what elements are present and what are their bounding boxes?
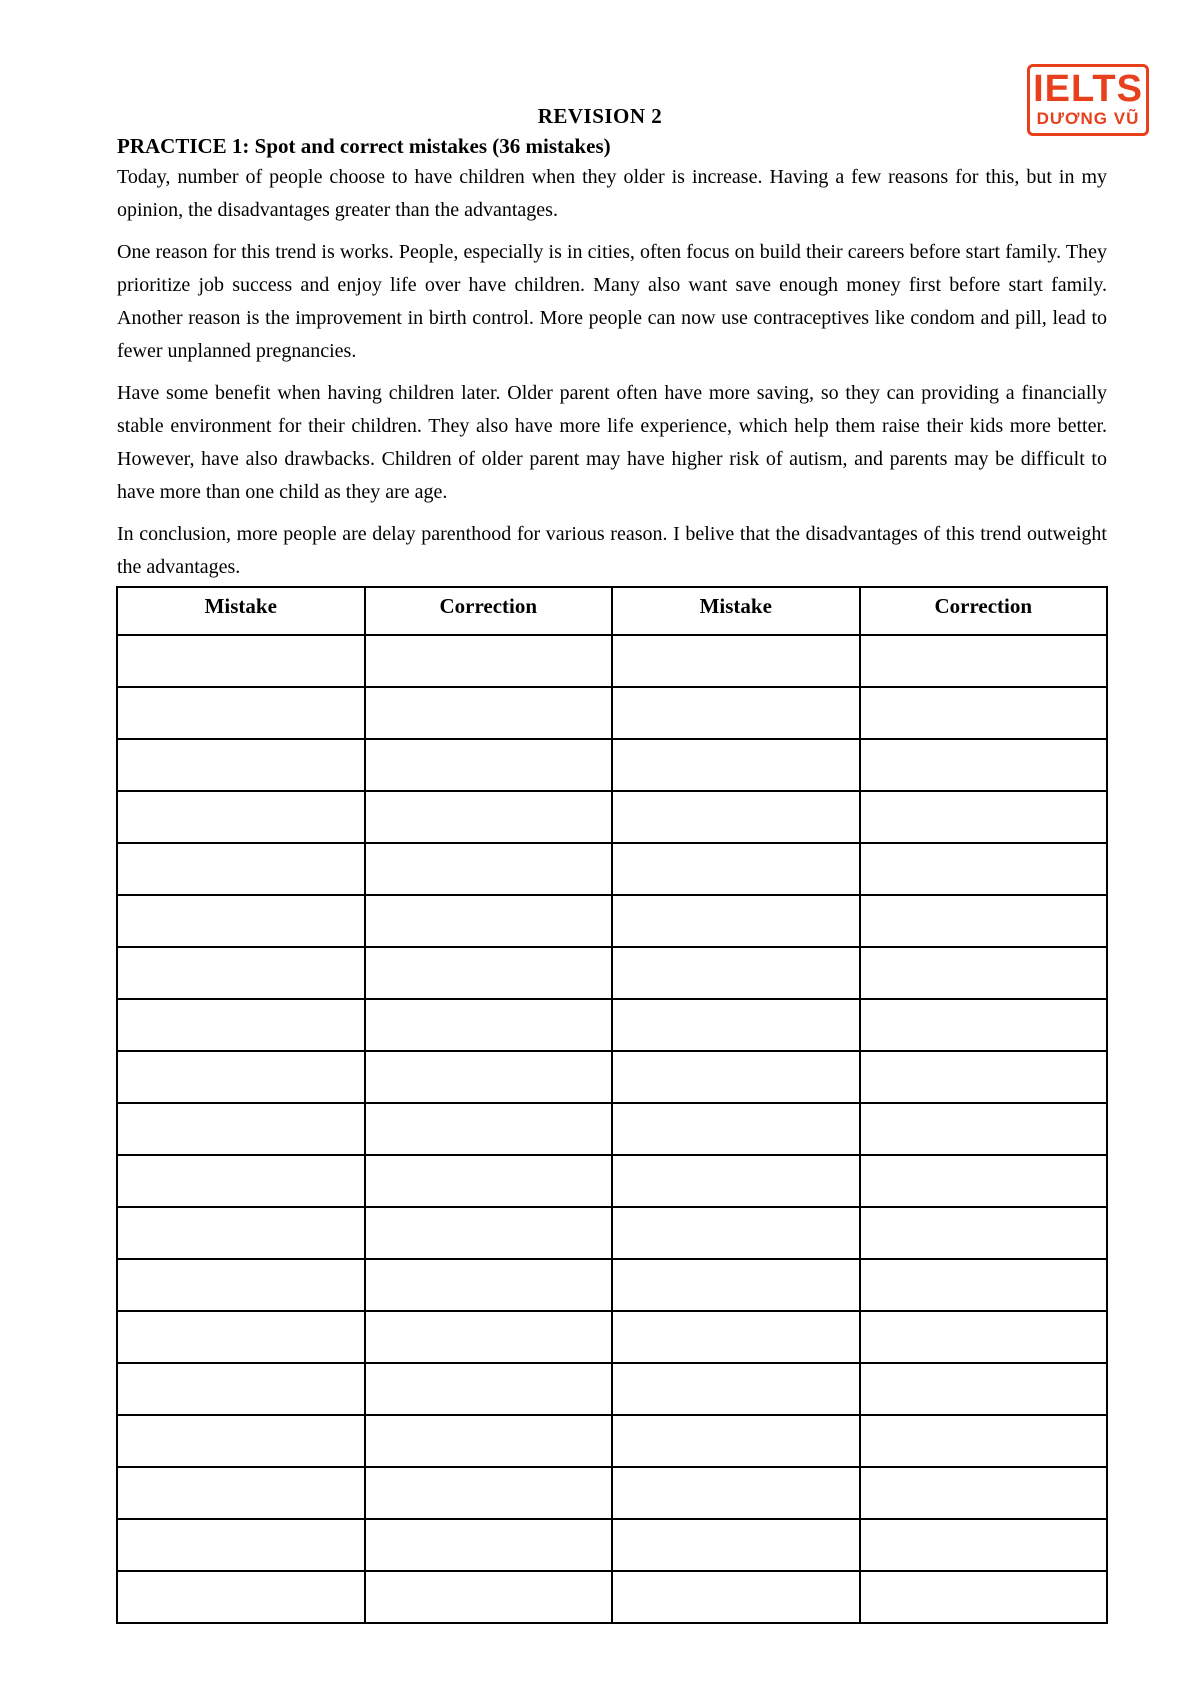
mistake-cell[interactable]: [117, 1207, 365, 1259]
table-row: [117, 739, 1107, 791]
mistake-cell[interactable]: [117, 895, 365, 947]
table-body: [117, 635, 1107, 1623]
mistake-cell[interactable]: [612, 635, 860, 687]
correction-cell[interactable]: [365, 1051, 613, 1103]
correction-cell[interactable]: [860, 687, 1108, 739]
correction-cell[interactable]: [365, 739, 613, 791]
mistake-cell[interactable]: [117, 1519, 365, 1571]
table-row: [117, 1467, 1107, 1519]
correction-cell[interactable]: [860, 1155, 1108, 1207]
correction-cell[interactable]: [365, 947, 613, 999]
mistake-cell[interactable]: [117, 791, 365, 843]
mistake-cell[interactable]: [117, 1051, 365, 1103]
mistake-cell[interactable]: [117, 1311, 365, 1363]
mistake-cell[interactable]: [612, 1155, 860, 1207]
correction-cell[interactable]: [860, 1207, 1108, 1259]
mistake-cell[interactable]: [612, 999, 860, 1051]
logo-text-sub: DƯƠNG VŨ: [1036, 109, 1140, 128]
paragraph-benefits: Have some benefit when having children later. Older parent often have more saving, so they can providing a financially stable environment for their children. They also have more life experience, which help them raise their kids more better. However, have also drawbacks. Children of older parent may have higher risk of autism, and parents may be difficult to have more than one child as they are age.: [117, 382, 1107, 503]
correction-cell[interactable]: [860, 791, 1108, 843]
correction-cell[interactable]: [860, 1363, 1108, 1415]
paragraph-reasons: One reason for this trend is works. People, especially is in cities, often focus on build their careers before start family. They prioritize job success and enjoy life over have children. Many also want save enough money first before start family. Another reason is the improvement in birth control. More people can now use contraceptives like condom and pill, lead to fewer unplanned pregnancies.: [117, 241, 1107, 362]
table-row: [117, 1571, 1107, 1623]
correction-cell[interactable]: [860, 1519, 1108, 1571]
mistake-cell[interactable]: [612, 1363, 860, 1415]
correction-cell[interactable]: [365, 1207, 613, 1259]
correction-cell[interactable]: [365, 999, 613, 1051]
page-title: REVISION 2: [537, 104, 663, 128]
mistake-cell[interactable]: [117, 739, 365, 791]
paragraph-intro: Today, number of people choose to have children when they older is increase. Having a few reasons for this, but in my opinion, the disadvantages greater than the advantages.: [117, 166, 1107, 221]
mistake-cell[interactable]: [612, 947, 860, 999]
mistake-cell[interactable]: [612, 1311, 860, 1363]
table-row: [117, 1051, 1107, 1103]
table-row: [117, 895, 1107, 947]
mistake-cell[interactable]: [612, 843, 860, 895]
correction-cell[interactable]: [860, 1415, 1108, 1467]
correction-cell[interactable]: [860, 1103, 1108, 1155]
correction-cell[interactable]: [365, 791, 613, 843]
mistake-cell[interactable]: [117, 843, 365, 895]
table-row: [117, 1103, 1107, 1155]
table-row: [117, 1311, 1107, 1363]
mistake-cell[interactable]: [612, 1051, 860, 1103]
correction-cell[interactable]: [365, 1155, 613, 1207]
correction-cell[interactable]: [860, 1467, 1108, 1519]
mistake-cell[interactable]: [612, 791, 860, 843]
table-row: [117, 1363, 1107, 1415]
header-correction-2: Correction: [860, 587, 1108, 635]
header-mistake-1: Mistake: [117, 587, 365, 635]
mistakes-table: [116, 586, 1108, 1624]
table-row: [117, 791, 1107, 843]
mistake-cell[interactable]: [612, 1467, 860, 1519]
mistake-cell[interactable]: [117, 1415, 365, 1467]
essay-text: [117, 161, 1107, 593]
correction-cell[interactable]: [860, 947, 1108, 999]
correction-cell[interactable]: [365, 843, 613, 895]
table-row: [117, 1259, 1107, 1311]
mistake-cell[interactable]: [117, 947, 365, 999]
mistake-cell[interactable]: [612, 1259, 860, 1311]
logo-text-main: IELTS: [1033, 68, 1143, 110]
mistake-cell[interactable]: [612, 1571, 860, 1623]
mistake-cell[interactable]: [612, 895, 860, 947]
mistake-cell[interactable]: [612, 687, 860, 739]
correction-cell[interactable]: [365, 1519, 613, 1571]
table-row: [117, 1155, 1107, 1207]
correction-cell[interactable]: [365, 1103, 613, 1155]
correction-cell[interactable]: [365, 635, 613, 687]
mistake-cell[interactable]: [612, 739, 860, 791]
paragraph-conclusion: In conclusion, more people are delay parenthood for various reason. I belive that the disadvantages of this trend outweight the advantages.: [117, 523, 1107, 578]
correction-cell[interactable]: [365, 1259, 613, 1311]
table-row: [117, 1207, 1107, 1259]
table-row: [117, 635, 1107, 687]
table-row: [117, 947, 1107, 999]
mistake-cell[interactable]: [117, 999, 365, 1051]
practice-heading: PRACTICE 1: Spot and correct mistakes (36 mistakes): [117, 134, 611, 158]
correction-cell[interactable]: [860, 843, 1108, 895]
mistake-cell[interactable]: [612, 1519, 860, 1571]
header-correction-1: Correction: [365, 587, 613, 635]
mistake-cell[interactable]: [117, 1571, 365, 1623]
mistake-cell[interactable]: [612, 1103, 860, 1155]
table-header-row: [117, 587, 1107, 635]
correction-cell[interactable]: [365, 687, 613, 739]
correction-cell[interactable]: [365, 895, 613, 947]
table-row: [117, 1519, 1107, 1571]
table-row: [117, 843, 1107, 895]
correction-cell[interactable]: [860, 895, 1108, 947]
mistake-cell[interactable]: [117, 1155, 365, 1207]
mistake-cell[interactable]: [117, 687, 365, 739]
header-mistake-2: Mistake: [612, 587, 860, 635]
correction-cell[interactable]: [860, 739, 1108, 791]
mistake-cell[interactable]: [612, 1415, 860, 1467]
correction-cell[interactable]: [365, 1415, 613, 1467]
correction-cell[interactable]: [365, 1311, 613, 1363]
table-row: [117, 999, 1107, 1051]
mistake-cell[interactable]: [117, 1467, 365, 1519]
table-row: [117, 687, 1107, 739]
correction-cell[interactable]: [365, 1467, 613, 1519]
mistake-cell[interactable]: [117, 1259, 365, 1311]
correction-cell[interactable]: [860, 1051, 1108, 1103]
mistake-cell[interactable]: [117, 1363, 365, 1415]
correction-cell[interactable]: [860, 1571, 1108, 1623]
mistake-cell[interactable]: [612, 1207, 860, 1259]
mistake-cell[interactable]: [117, 635, 365, 687]
mistake-cell[interactable]: [117, 1103, 365, 1155]
correction-cell[interactable]: [860, 635, 1108, 687]
correction-cell[interactable]: [860, 999, 1108, 1051]
table-row: [117, 1415, 1107, 1467]
correction-cell[interactable]: [365, 1363, 613, 1415]
correction-cell[interactable]: [860, 1259, 1108, 1311]
correction-cell[interactable]: [860, 1311, 1108, 1363]
correction-cell[interactable]: [365, 1571, 613, 1623]
